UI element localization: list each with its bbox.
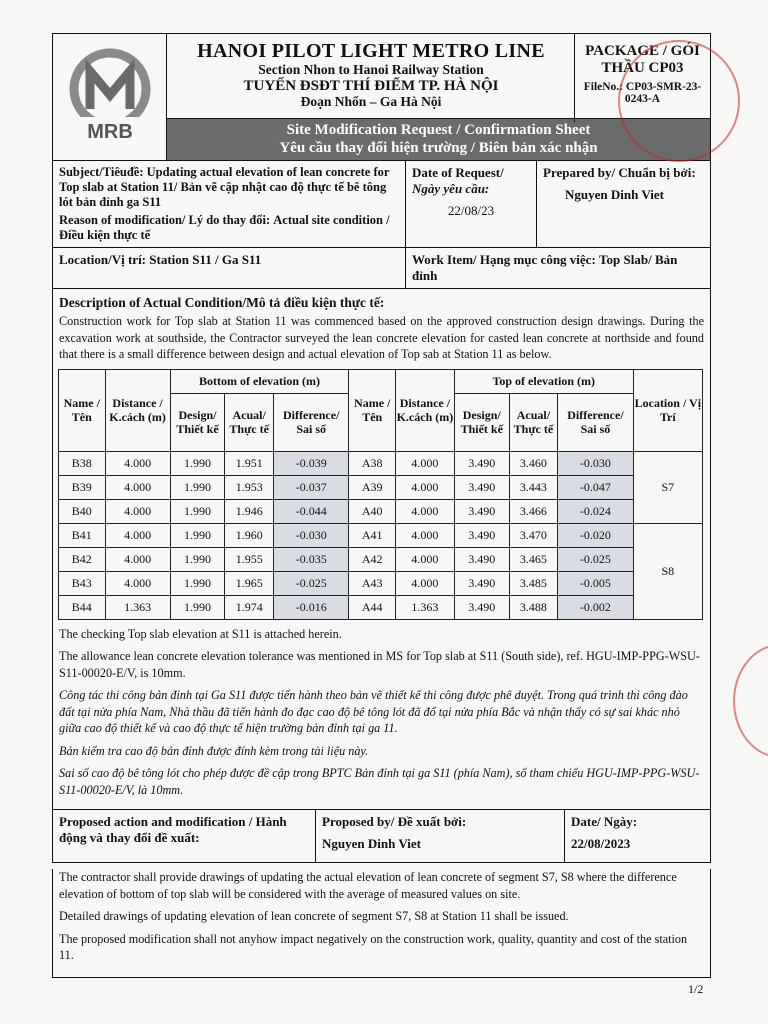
cell-actual: 1.960 <box>225 523 274 547</box>
th-diff-b: Difference/ Sai số <box>273 393 348 451</box>
cell-design: 3.490 <box>454 499 509 523</box>
company-stamp <box>618 40 740 162</box>
note-attached: The checking Top slab elevation at S11 is attached herein. <box>59 626 342 641</box>
date-request-value: 22/08/23 <box>447 203 495 218</box>
subject-label: Subject/Tiêuđề: <box>59 165 144 179</box>
table-row <box>59 595 703 619</box>
description-title: Description of Actual Condition/Mô tả điều kiện thực tế: <box>59 295 385 310</box>
cell-design: 1.990 <box>170 571 225 595</box>
company-stamp-partial <box>733 644 768 758</box>
work-item-cell <box>405 248 710 288</box>
header-section-vi: Đoạn Nhổn – Ga Hà Nội <box>300 94 442 110</box>
sheet-title-vi: Yêu cầu thay đổi hiện trường / Biên bản xác nhận <box>279 140 598 156</box>
th-actual-b: Acual/ Thực tế <box>225 393 274 451</box>
header-title-vi: TUYẾN ĐSĐT THÍ ĐIỂM TP. HÀ NỘI <box>243 77 499 94</box>
cell-design: 3.490 <box>454 475 509 499</box>
date-request-cell <box>405 161 536 247</box>
cell-distance: 4.000 <box>105 523 170 547</box>
cell-distance: 4.000 <box>395 499 454 523</box>
proposed-row <box>52 810 711 863</box>
date-request-label-vi: Ngày yêu cầu: <box>412 181 490 196</box>
cell-difference: -0.025 <box>273 571 348 595</box>
table-row <box>59 547 703 571</box>
work-item-value: Top Slab/ Bản đỉnh <box>412 252 678 283</box>
cell-distance: 4.000 <box>395 571 454 595</box>
cell-distance: 1.363 <box>105 595 170 619</box>
prepared-value: Nguyen Dinh Viet <box>565 187 664 202</box>
cell-location-s8: S8 <box>633 523 702 619</box>
cell-distance: 4.000 <box>395 547 454 571</box>
proposed-action-label: Proposed action and modification / Hành động và thay đổi đề xuất: <box>59 814 287 845</box>
th-diff-a: Difference/ Sai số <box>558 393 633 451</box>
cell-difference: -0.044 <box>273 499 348 523</box>
cell-difference: -0.025 <box>558 547 633 571</box>
cell-name: B44 <box>59 595 106 619</box>
cell-actual: 1.955 <box>225 547 274 571</box>
th-bottom: Bottom of elevation (m) <box>170 369 349 393</box>
proposed-p2: Detailed drawings of updating elevation of lean concrete of segment S7, S8 at Station 11 shall be issued. <box>59 909 569 923</box>
location-value: Station S11 / Ga S11 <box>149 252 262 267</box>
note-vi-construction: Công tác thi công bản đỉnh tại Ga S11 được tiến hành theo bản vẽ thiết kế thi công được phê duyệt. Trong quá trình thi công đào đất tại nửa phía Nam, Nhà thầu đã tiến hành đo đạc cao độ bê tông lót đã đổ tại nửa phía Bắc và nhận thấy có sự sai khác nhỏ giữa cao độ thiết kế và cao độ thực tế hiện trường bản đỉnh tại ga 11. <box>59 688 688 735</box>
mrb-logo <box>53 34 167 160</box>
work-item-label: Work Item/ Hạng mục công việc: <box>412 252 596 267</box>
cell-difference: -0.024 <box>558 499 633 523</box>
cell-design: 3.490 <box>454 523 509 547</box>
cell-distance: 4.000 <box>105 451 170 475</box>
header-title-en: HANOI PILOT LIGHT METRO LINE <box>197 40 545 62</box>
cell-design: 1.990 <box>170 475 225 499</box>
table-row <box>59 475 703 499</box>
cell-actual: 1.953 <box>225 475 274 499</box>
cell-design: 1.990 <box>170 595 225 619</box>
cell-name: A38 <box>349 451 396 475</box>
sheet-title-en: Site Modification Request / Confirmation Sheet <box>286 122 591 138</box>
cell-design: 3.490 <box>454 451 509 475</box>
subject-text: Updating actual elevation of lean concrete for Top slab at Station 11/ Bản vẽ cập nhật cao độ thực tế bê tông lót bản đỉnh ga S11 <box>59 165 390 209</box>
location-row <box>52 248 711 289</box>
location-label: Location/Vị trí: <box>59 252 147 267</box>
description-notes <box>53 626 710 799</box>
proposed-date-cell <box>564 810 710 862</box>
cell-actual: 3.470 <box>509 523 558 547</box>
cell-name: B39 <box>59 475 106 499</box>
cell-actual: 1.951 <box>225 451 274 475</box>
proposed-date-value: 22/08/2023 <box>571 836 631 851</box>
cell-name: A41 <box>349 523 396 547</box>
reason-text: Actual site condition / Điều kiện thực tế <box>59 213 390 242</box>
subject-row <box>52 161 711 248</box>
proposed-by-label: Proposed by/ Đề xuất bởi: <box>322 814 467 829</box>
prepared-cell <box>536 161 710 247</box>
th-actual-a: Acual/ Thực tế <box>509 393 558 451</box>
document-header <box>52 33 711 161</box>
th-distance-b: Distance / K.cách (m) <box>105 369 170 451</box>
th-name-a: Name / Tên <box>349 369 396 451</box>
table-row <box>59 499 703 523</box>
package-value: THẦU CP03 <box>601 60 684 76</box>
cell-name: B38 <box>59 451 106 475</box>
proposed-by-cell <box>315 810 564 862</box>
proposed-p3: The proposed modification shall not anyhow impact negatively on the construction work, quality, quantity and cost of the station 11. <box>59 931 688 962</box>
cell-difference: -0.030 <box>558 451 633 475</box>
cell-design: 3.490 <box>454 571 509 595</box>
cell-difference: -0.035 <box>273 547 348 571</box>
cell-name: A42 <box>349 547 396 571</box>
cell-actual: 3.460 <box>509 451 558 475</box>
logo-text: MRB <box>86 121 133 143</box>
header-section-en: Section Nhon to Hanoi Railway Station <box>258 62 484 78</box>
cell-design: 1.990 <box>170 547 225 571</box>
cell-location-s7: S7 <box>633 451 702 523</box>
cell-name: A39 <box>349 475 396 499</box>
cell-actual: 1.974 <box>225 595 274 619</box>
subject-cell <box>53 161 405 247</box>
cell-name: A44 <box>349 595 396 619</box>
cell-name: A40 <box>349 499 396 523</box>
cell-name: B41 <box>59 523 106 547</box>
cell-distance: 4.000 <box>105 547 170 571</box>
cell-difference: -0.047 <box>558 475 633 499</box>
cell-distance: 4.000 <box>105 499 170 523</box>
cell-distance: 4.000 <box>395 475 454 499</box>
proposed-by-value: Nguyen Dinh Viet <box>322 836 421 851</box>
note-vi-attached: Bản kiểm tra cao độ bản đỉnh được đính kèm trong tài liệu này. <box>59 743 369 758</box>
th-location: Location / Vị Trí <box>633 369 702 451</box>
th-distance-a: Distance / K.cách (m) <box>395 369 454 451</box>
cell-design: 3.490 <box>454 595 509 619</box>
cell-difference: -0.030 <box>273 523 348 547</box>
cell-difference: -0.002 <box>558 595 633 619</box>
cell-actual: 3.488 <box>509 595 558 619</box>
cell-actual: 1.965 <box>225 571 274 595</box>
note-tolerance: The allowance lean concrete elevation tolerance was mentioned in MS for Top slab at S11 (South side), ref. HGU-IMP-PPG-WSU-S11-00020-E/V, is 10mm. <box>59 649 700 680</box>
cell-difference: -0.037 <box>273 475 348 499</box>
description-section <box>52 289 711 810</box>
cell-design: 1.990 <box>170 451 225 475</box>
table-row <box>59 571 703 595</box>
mrb-logo-icon <box>60 47 160 147</box>
cell-difference: -0.016 <box>273 595 348 619</box>
proposed-action-cell <box>53 810 315 862</box>
proposed-details <box>52 869 711 978</box>
file-number: FileNo.: CP03-SMR-23-0243-A <box>583 81 702 105</box>
cell-design: 1.990 <box>170 499 225 523</box>
cell-actual: 3.465 <box>509 547 558 571</box>
page-number: 1/2 <box>688 982 704 996</box>
cell-name: A43 <box>349 571 396 595</box>
cell-design: 1.990 <box>170 523 225 547</box>
th-design-a: Design/ Thiết kế <box>454 393 509 451</box>
table-row <box>59 523 703 547</box>
document-sheet <box>52 33 711 978</box>
cell-distance: 1.363 <box>395 595 454 619</box>
proposed-p1: The contractor shall provide drawings of updating the actual elevation of lean concrete of segment S7, S8 where the difference elevation of bottom of top slab will be considered with the average of measured values on site. <box>59 870 677 901</box>
description-text: Construction work for Top slab at Station 11 was commenced based on the approved construction design drawings. During the excavation work at southside, the Contractor surveyed the lean concrete elevation for casted lean concrete at northside and found that there is a small difference between design and actual elevation of Top sab at Station 11 as below. <box>59 314 704 361</box>
cell-actual: 3.443 <box>509 475 558 499</box>
table-row <box>59 451 703 475</box>
elevation-table <box>58 369 703 620</box>
th-top: Top of elevation (m) <box>454 369 633 393</box>
cell-actual: 3.485 <box>509 571 558 595</box>
th-design-b: Design/ Thiết kế <box>170 393 225 451</box>
cell-difference: -0.020 <box>558 523 633 547</box>
cell-distance: 4.000 <box>395 451 454 475</box>
cell-distance: 4.000 <box>395 523 454 547</box>
cell-name: B42 <box>59 547 106 571</box>
reason-label: Reason of modification/ Lý do thay đổi: <box>59 213 271 227</box>
cell-difference: -0.005 <box>558 571 633 595</box>
date-request-label: Date of Request/ <box>412 165 504 180</box>
cell-name: B43 <box>59 571 106 595</box>
cell-distance: 4.000 <box>105 571 170 595</box>
package-label: PACKAGE / GÓI <box>585 43 700 59</box>
cell-actual: 3.466 <box>509 499 558 523</box>
prepared-label: Prepared by/ Chuẩn bị bởi: <box>543 165 696 180</box>
location-cell <box>53 248 405 288</box>
cell-actual: 1.946 <box>225 499 274 523</box>
proposed-date-label: Date/ Ngày: <box>571 814 638 829</box>
cell-name: B40 <box>59 499 106 523</box>
cell-design: 3.490 <box>454 547 509 571</box>
cell-difference: -0.039 <box>273 451 348 475</box>
cell-distance: 4.000 <box>105 475 170 499</box>
note-vi-tolerance: Sai số cao độ bê tông lót cho phép được đề cập trong BPTC Bản đỉnh tại ga S11 (phía Nam), số tham chiếu HGU-IMP-PPG-WSU-S11-00020-E/V, là 10mm. <box>59 766 700 797</box>
th-name-b: Name / Tên <box>59 369 106 451</box>
